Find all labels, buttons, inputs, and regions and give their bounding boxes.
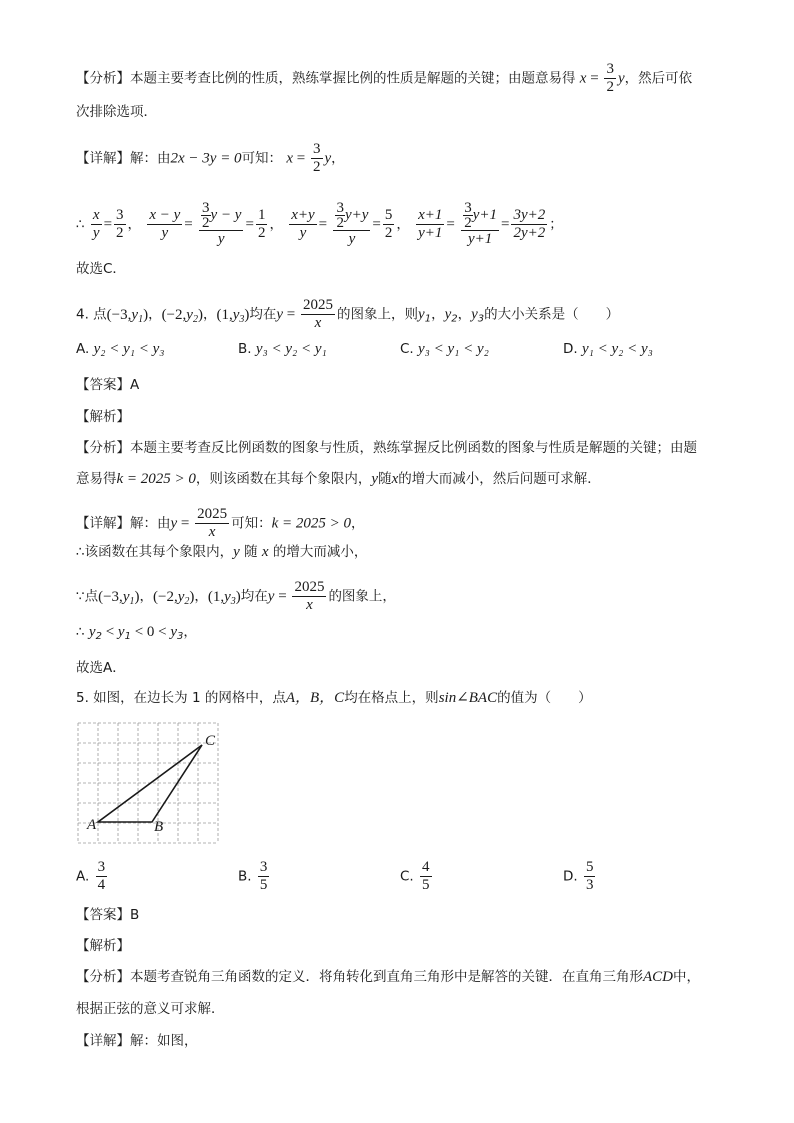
option-num: 3	[97, 859, 106, 875]
analysis-tag: 【分析】	[76, 969, 130, 985]
q4-line-b3: 的图象上，	[328, 588, 396, 605]
k-expression: k = 2025 > 0	[271, 515, 352, 532]
grid-figure	[70, 715, 240, 850]
q4-analysis-text2c: 随	[378, 471, 392, 487]
answer-tag: 【答案】	[76, 377, 130, 393]
q5-question	[76, 689, 734, 707]
q4-option-a[interactable]	[76, 341, 164, 358]
k-expression: k = 2025 > 0	[116, 471, 196, 487]
q4-mid2: 的图象上，则	[337, 306, 419, 323]
q4-option-b[interactable]	[238, 341, 327, 358]
option-num: 4	[422, 859, 430, 875]
q4-conclusion: 故选A．	[76, 660, 126, 676]
answer-tag: 【答案】	[76, 907, 130, 923]
option-label: B.	[238, 868, 252, 885]
p3-detail-text2: 可知：	[241, 150, 283, 167]
q5-option-a[interactable]	[76, 859, 109, 894]
label-b: B	[154, 819, 164, 835]
q4-analysis-text2a: 意易得	[76, 471, 117, 487]
answer-value: A	[130, 377, 140, 393]
q5-detail-line	[76, 1032, 734, 1050]
q5-mid: 均在格点上，则	[344, 690, 439, 706]
p3-conclusion: 故选C．	[76, 261, 126, 277]
q4-therefore: ∴ $y_2 < y_1 < 0 < y_3$，	[76, 624, 197, 642]
q4-answer	[76, 376, 734, 394]
option-expr: y₂ < y₁ < y₃	[93, 341, 165, 357]
q5-analysis-text1b: 中，	[673, 969, 700, 985]
q5-analysis-line2: 根据正弦的意义可求解．	[76, 1001, 225, 1017]
option-expr: y₃ < y₂ < y₁	[255, 341, 327, 357]
analysis-tag: 【分析】	[76, 440, 130, 456]
triangle-abc	[98, 745, 202, 822]
q4-analysis-line1	[76, 439, 734, 457]
q4-line-a3: 的增大而减小，	[272, 544, 368, 560]
option-expr: y₃ < y₁ < y₂	[418, 341, 489, 357]
q4-prefix: 4. 点	[76, 306, 107, 323]
q5-answer	[76, 906, 734, 924]
q4-mid: 均在	[249, 306, 277, 323]
p3-therefore-line: ∴ $\frac{x}{y}$ = $\frac{3}{2}$ ， $\frac{x - y}{y}$ = $\frac{3}{2}$ y − y y = $\frac{1}{2}$ ， $\frac{x+y}{y}$ = $\frac{3}{2}$ y+y y = $\frac{5}{2}$ ， $\frac{x+1}{y+1}$ = $\frac{3}{2}$ y+1 y+1 = $\frac{3y+2}{2y+2}$ ；	[76, 200, 563, 247]
p3-analysis-text2: ，然后可依	[624, 70, 693, 87]
q4-detail-text1: 解：由	[130, 515, 171, 532]
detail-tag: 【详解】	[76, 1033, 130, 1049]
p3-detail-text: 解：由	[130, 150, 171, 167]
option-label: D.	[563, 341, 578, 357]
p3-detail-line: 【详解】解：由2x − 3y = 0可知： x = $\frac{3}{2}$ y，	[76, 141, 345, 175]
q4-line-a1: ∴该函数在其每个象限内，	[76, 544, 234, 560]
q4-analysis-text2b: ，则该函数在其每个象限内，	[195, 471, 372, 487]
detail-tag: 【详解】	[76, 150, 130, 167]
option-label: A.	[76, 341, 90, 357]
q4-line-b1: ∵点	[76, 588, 99, 605]
q5-end: 的值为（ ）	[497, 690, 592, 706]
q5-option-b[interactable]	[238, 859, 271, 894]
q5-expr: sin∠BAC	[438, 690, 498, 706]
option-label: A.	[76, 868, 90, 885]
p3-analysis-text: 本题主要考查比例的性质，熟练掌握比例的性质是解题的关键；由题意易得	[130, 70, 576, 87]
p3-analysis-line1: 【分析】本题主要考查比例的性质，熟练掌握比例的性质是解题的关键；由题意易得 x = $\frac{3}{2}$ y，然后可依	[76, 61, 693, 95]
triangle-name: ACD	[643, 969, 673, 985]
option-label: C.	[400, 341, 414, 357]
answer-value: B	[130, 907, 140, 923]
option-num: 5	[585, 859, 594, 875]
q5-option-d[interactable]	[563, 859, 597, 894]
grid-lines	[78, 723, 218, 843]
q4-line-b2: 均在	[240, 588, 268, 605]
q4-end: 的大小关系是（ ）	[484, 306, 620, 323]
option-label: C.	[400, 868, 414, 885]
q5-option-c[interactable]	[400, 859, 434, 894]
detail-tag: 【详解】	[76, 515, 130, 532]
label-a: A	[87, 817, 97, 833]
p3-analysis-line2: 次排除选项．	[76, 104, 157, 120]
q5-prefix: 5. 如图，在边长为 1 的网格中，点	[76, 690, 286, 706]
analysis-tag: 【分析】	[76, 70, 130, 87]
option-den: 4	[97, 877, 106, 893]
q4-analysis-text1: 本题主要考查反比例函数的图象与性质，熟练掌握反比例函数的图象与性质是解题的关键；由题	[130, 440, 697, 456]
q4-line-b: ∵点$(-3,y_1)$，$(-2,y_2)$，$(1,y_3)$均在y = $\frac{2025}{x}$ 的图象上，	[76, 579, 396, 613]
q4-line-a: ∴该函数在其每个象限内，y 随 x 的增大而减小，	[76, 544, 368, 560]
label-c: C	[205, 733, 216, 749]
option-label: B.	[238, 341, 252, 357]
option-den: 5	[259, 877, 268, 893]
q4-line-a2: 随	[244, 544, 258, 560]
q5-points: A，B，C	[285, 690, 345, 706]
option-label: D.	[563, 868, 578, 885]
q5-analysis-text1a: 本题考查锐角三角函数的定义．将角转化到直角三角形中是解答的关键．在直角三角形	[130, 969, 643, 985]
therefore-symbol: ∴	[76, 624, 85, 640]
q4-detail-line: 【详解】解：由y = $\frac{2025}{x}$ 可知：k = 2025 > 0，	[76, 506, 365, 540]
option-expr: y₁ < y₂ < y₃	[581, 341, 653, 357]
q4-question: 4. 点$(-3,y_1)$，$(-2,y_2)$，$(1,y_3)$均在y = $\frac{2025}{x}$ 的图象上，则$y_1$，$y_2$，$y_3$的大小关系是（ ）	[76, 297, 620, 331]
q4-option-d[interactable]	[563, 341, 653, 358]
therefore-symbol: ∴	[76, 216, 85, 233]
q5-detail-text: 解：如图，	[130, 1033, 198, 1049]
q4-jiexi: 【解析】	[76, 409, 130, 425]
option-den: 5	[422, 877, 430, 893]
q4-analysis-text2d: 的增大而减小，然后问题可求解．	[398, 471, 601, 487]
q4-detail-text2: 可知：	[231, 515, 272, 532]
option-num: 3	[259, 859, 268, 875]
q5-jiexi: 【解析】	[76, 938, 130, 954]
q5-analysis-line1	[76, 968, 734, 986]
q4-analysis-line2: 意易得k = 2025 > 0，则该函数在其每个象限内，y随x的增大而减小，然后问题可求解．	[76, 471, 601, 487]
option-den: 3	[585, 877, 594, 893]
p3-equation: 2x − 3y = 0	[170, 150, 242, 167]
q4-option-c[interactable]	[400, 341, 489, 358]
